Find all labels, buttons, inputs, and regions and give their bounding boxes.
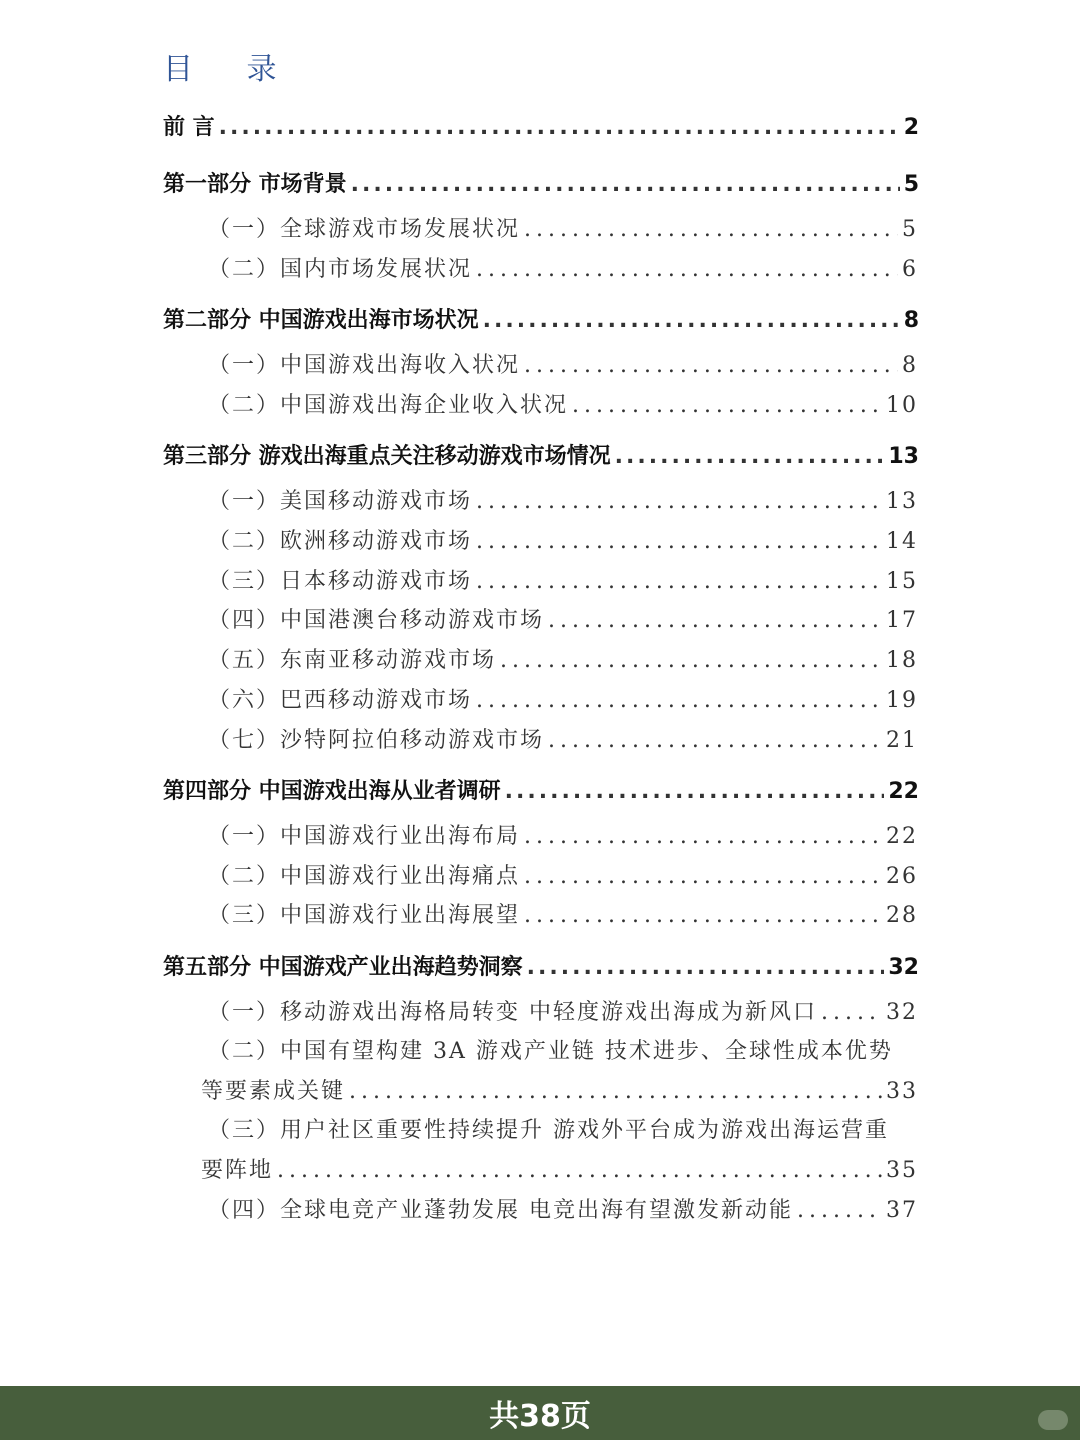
toc-entry-sub-line1[interactable]: （三）用户社区重要性持续提升 游戏外平台成为游戏出海运营重 (208, 1118, 889, 1143)
toc-entry-sub-line2[interactable] (201, 1153, 918, 1184)
toc-page-number: 13 (886, 489, 918, 514)
toc-entry-label: 等要素成关键 (201, 1079, 346, 1104)
toc-page-number: 19 (886, 688, 918, 713)
toc-leader-dots (797, 1198, 882, 1223)
toc-leader-dots (524, 864, 882, 889)
toc-leader-dots (476, 489, 882, 514)
toc-entry-label: 第一部分 市场背景 (163, 172, 347, 197)
toc-entry-part-2[interactable] (163, 303, 919, 334)
toc-page-number: 32 (888, 955, 919, 980)
total-pages-label: 共38页 (489, 1399, 591, 1434)
toc-entry-label: （四）中国港澳台移动游戏市场 (208, 608, 545, 633)
toc-entry-sub[interactable] (208, 564, 918, 595)
toc-entry-part-1[interactable] (163, 167, 919, 198)
toc-leader-dots (524, 903, 882, 928)
toc-leader-dots (615, 444, 885, 469)
toc-leader-dots (277, 1158, 882, 1183)
toc-leader-dots (572, 393, 882, 418)
toc-page-number: 10 (886, 393, 918, 418)
toc-leader-dots (548, 608, 882, 633)
toc-page-number: 6 (902, 257, 918, 282)
toc-leader-dots (219, 115, 900, 140)
toc-page-number: 32 (886, 1000, 918, 1025)
toc-entry-label: 前 言 (163, 115, 215, 140)
toc-leader-dots (524, 217, 898, 242)
toc-entry-label: （一）移动游戏出海格局转变 中轻度游戏出海成为新风口 (208, 1000, 817, 1025)
toc-leader-dots (524, 824, 882, 849)
toc-entry-label: （一）美国移动游戏市场 (208, 489, 473, 514)
toc-leader-dots (500, 648, 882, 673)
toc-entry-label: 第五部分 中国游戏产业出海趋势洞察 (163, 955, 523, 980)
toc-entry-sub[interactable] (208, 484, 918, 515)
toc-entry-sub[interactable] (208, 898, 918, 929)
toc-entry-label: （四）全球电竞产业蓬勃发展 电竞出海有望激发新动能 (208, 1198, 793, 1223)
toc-page-number: 35 (886, 1158, 918, 1183)
toc-entry-sub[interactable] (208, 643, 918, 674)
toc-leader-dots (351, 172, 900, 197)
toc-entry-sub[interactable] (208, 1193, 918, 1224)
toc-entry-preface[interactable] (163, 110, 919, 141)
toc-entry-sub[interactable] (208, 819, 918, 850)
toc-entry-label: （三）日本移动游戏市场 (208, 569, 473, 594)
toc-entry-label: （六）巴西移动游戏市场 (208, 688, 473, 713)
toc-page-number: 22 (888, 779, 919, 804)
toc-leader-dots (505, 779, 885, 804)
toc-entry-sub[interactable] (208, 995, 918, 1026)
toc-leader-dots (524, 353, 898, 378)
toc-page-number: 8 (902, 353, 918, 378)
toc-page-number: 33 (886, 1079, 918, 1104)
toc-page-number: 37 (886, 1198, 918, 1223)
toc-page-number: 2 (903, 115, 919, 140)
toc-entry-label: （一）全球游戏市场发展状况 (208, 217, 521, 242)
toc-entry-label: 第二部分 中国游戏出海市场状况 (163, 308, 479, 333)
toc-entry-part-5[interactable] (163, 950, 919, 981)
toc-page-number: 14 (886, 529, 918, 554)
toc-leader-dots (476, 257, 898, 282)
toc-page-number: 13 (888, 444, 919, 469)
toc-page-number: 5 (902, 217, 918, 242)
toc-page-number: 18 (886, 648, 918, 673)
toc-entry-sub[interactable] (208, 859, 918, 890)
toc-entry-label: （五）东南亚移动游戏市场 (208, 648, 497, 673)
toc-entry-sub[interactable] (208, 524, 918, 555)
toc-entry-label: （七）沙特阿拉伯移动游戏市场 (208, 728, 545, 753)
toc-leader-dots (476, 569, 882, 594)
toc-entry-label: （一）中国游戏出海收入状况 (208, 353, 521, 378)
toc-entry-label: 第四部分 中国游戏出海从业者调研 (163, 779, 501, 804)
toc-entry-sub[interactable] (208, 683, 918, 714)
toc-page-number: 28 (886, 903, 918, 928)
toc-leader-dots (548, 728, 882, 753)
toc-entry-label: （二）国内市场发展状况 (208, 257, 473, 282)
toc-entry-sub-line2[interactable] (201, 1074, 918, 1105)
toc-entry-label: （二）中国游戏出海企业收入状况 (208, 393, 569, 418)
toc-leader-dots (821, 1000, 882, 1025)
toc-entry-label: （一）中国游戏行业出海布局 (208, 824, 521, 849)
toc-leader-dots (476, 688, 882, 713)
toc-page-number: 8 (903, 308, 919, 333)
toc-leader-dots (483, 308, 900, 333)
toc-entry-sub-line1[interactable]: （二）中国有望构建 3A 游戏产业链 技术进步、全球性成本优势 (208, 1039, 893, 1064)
toc-entry-part-3[interactable] (163, 439, 919, 470)
toc-page-number: 17 (886, 608, 918, 633)
toc-page-number: 5 (903, 172, 919, 197)
toc-entry-sub[interactable] (208, 252, 918, 283)
toc-entry-label: （二）中国游戏行业出海痛点 (208, 864, 521, 889)
toc-entry-sub[interactable] (208, 388, 918, 419)
toc-title: 目 录 (163, 52, 299, 87)
toc-entry-label: 要阵地 (201, 1158, 274, 1183)
toc-leader-dots (476, 529, 882, 554)
toc-entry-sub[interactable] (208, 723, 918, 754)
toc-page-number: 26 (886, 864, 918, 889)
toc-page-number: 21 (886, 728, 918, 753)
toc-entry-sub[interactable] (208, 212, 918, 243)
toc-page-number: 22 (886, 824, 918, 849)
toc-leader-dots (349, 1079, 882, 1104)
toc-page-number: 15 (886, 569, 918, 594)
toc-leader-dots (527, 955, 885, 980)
toc-entry-sub[interactable] (208, 603, 918, 634)
toc-entry-part-4[interactable] (163, 774, 919, 805)
toc-entry-sub[interactable] (208, 348, 918, 379)
toc-entry-label: （二）欧洲移动游戏市场 (208, 529, 473, 554)
watermark-logo (1038, 1410, 1068, 1430)
footer-bar (0, 1386, 1080, 1440)
toc-entry-label: （三）中国游戏行业出海展望 (208, 903, 521, 928)
toc-entry-label: 第三部分 游戏出海重点关注移动游戏市场情况 (163, 444, 611, 469)
